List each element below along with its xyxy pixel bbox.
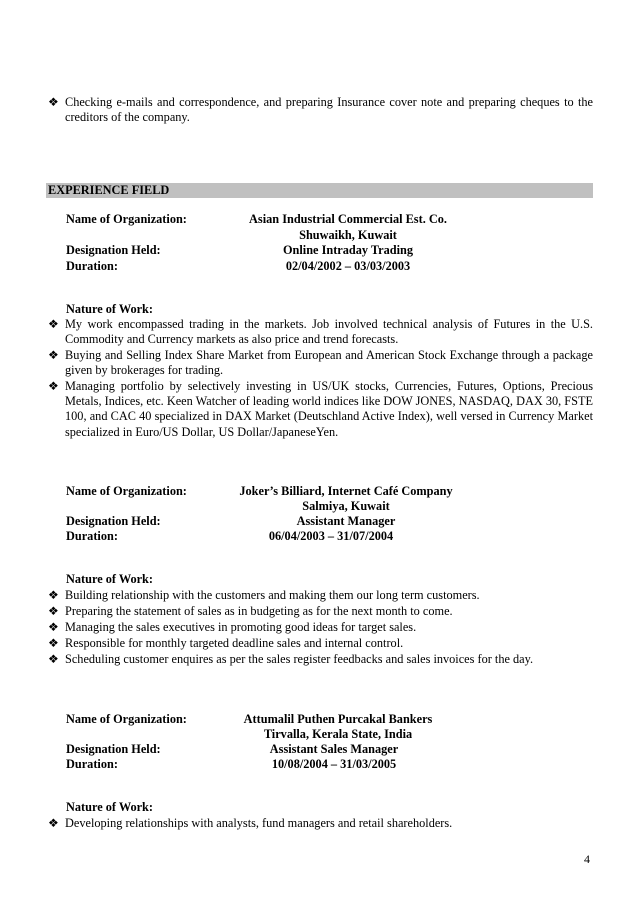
designation-label: Designation Held: — [66, 243, 161, 257]
bullet-diamond-icon: ❖ — [48, 317, 59, 331]
duration-value: 10/08/2004 – 31/03/2005 — [271, 757, 397, 771]
bullet-text: Developing relationships with analysts, fund managers and retail shareholders. — [65, 816, 453, 830]
section-heading-experience: EXPERIENCE FIELD — [46, 183, 593, 198]
bullet-text: Buying and Selling Index Share Market from European and American Stock Exchange through a package given by brokerages for trading. — [65, 348, 593, 378]
org-location: Tirvalla, Kerala State, India — [263, 727, 413, 741]
org-name: Attumalil Puthen Purcakal Bankers — [243, 712, 433, 726]
bullet-diamond-icon: ❖ — [48, 604, 59, 618]
bullet-diamond-icon: ❖ — [48, 636, 59, 650]
org-label: Name of Organization: — [66, 712, 187, 726]
work-bullet-item — [48, 379, 593, 440]
designation-value: Assistant Manager — [296, 514, 396, 528]
org-label: Name of Organization: — [66, 484, 187, 498]
nature-of-work-heading: Nature of Work: — [66, 572, 153, 586]
designation-value: Assistant Sales Manager — [269, 742, 399, 756]
work-bullet-item — [48, 348, 593, 378]
bullet-diamond-icon: ❖ — [48, 620, 59, 634]
nature-of-work-heading: Nature of Work: — [66, 800, 153, 814]
designation-value: Online Intraday Trading — [282, 243, 414, 257]
bullet-diamond-icon: ❖ — [48, 588, 59, 602]
org-label: Name of Organization: — [66, 212, 187, 226]
page-number: 4 — [584, 852, 590, 866]
org-name: Asian Industrial Commercial Est. Co. — [249, 212, 447, 226]
work-bullet-item — [48, 604, 593, 619]
bullet-text: My work encompassed trading in the markets. Job involved technical analysis of Futures in the U.S. Commodity and Currency markets as also price and trend forecasts. — [65, 317, 593, 347]
bullet-diamond-icon: ❖ — [48, 95, 59, 109]
bullet-text: Scheduling customer enquires as per the sales register feedbacks and sales invoices for the day. — [65, 652, 534, 666]
designation-label: Designation Held: — [66, 742, 161, 756]
bullet-text: Managing portfolio by selectively investing in US/UK stocks, Currencies, Futures, Options, Precious Metals, Indices, etc. Keen Watcher of leading world indices like DOW JONES, NASDAQ, DAX 30, FSTE 100, and CAC 40 specialized in DAX Market (Deutschland Active Index), well versed in Currency Market specialized in Euro/US Dollar, US Dollar/JapaneseYen. — [65, 379, 593, 439]
work-bullet-item — [48, 652, 593, 667]
bullet-diamond-icon: ❖ — [48, 348, 59, 362]
work-bullet-item — [48, 620, 593, 635]
bullet-diamond-icon: ❖ — [48, 816, 59, 830]
designation-label: Designation Held: — [66, 514, 161, 528]
bullet-text: Building relationship with the customers and making them our long term customers. — [65, 588, 480, 602]
bullet-text: Managing the sales executives in promoting good ideas for target sales. — [65, 620, 417, 634]
bullet-text: Checking e-mails and correspondence, and preparing Insurance cover note and preparing cheques to the creditors of the company. — [65, 95, 593, 125]
duration-value: 02/04/2002 – 03/03/2003 — [285, 259, 411, 273]
duration-label: Duration: — [66, 757, 118, 771]
work-bullet-item — [48, 317, 593, 347]
intro-bullet-item — [48, 95, 593, 125]
nature-of-work-heading: Nature of Work: — [66, 302, 153, 316]
org-location: Salmiya, Kuwait — [302, 499, 390, 513]
org-location: Shuwaikh, Kuwait — [299, 228, 397, 242]
org-name: Joker’s Billiard, Internet Café Company — [239, 484, 453, 498]
bullet-diamond-icon: ❖ — [48, 379, 59, 393]
work-bullet-item — [48, 816, 593, 831]
bullet-text: Responsible for monthly targeted deadline sales and internal control. — [65, 636, 404, 650]
bullet-diamond-icon: ❖ — [48, 652, 59, 666]
work-bullet-item — [48, 636, 593, 651]
duration-label: Duration: — [66, 259, 118, 273]
work-bullet-item — [48, 588, 593, 603]
bullet-text: Preparing the statement of sales as in budgeting as for the next month to come. — [65, 604, 453, 618]
duration-label: Duration: — [66, 529, 118, 543]
duration-value: 06/04/2003 – 31/07/2004 — [268, 529, 394, 543]
